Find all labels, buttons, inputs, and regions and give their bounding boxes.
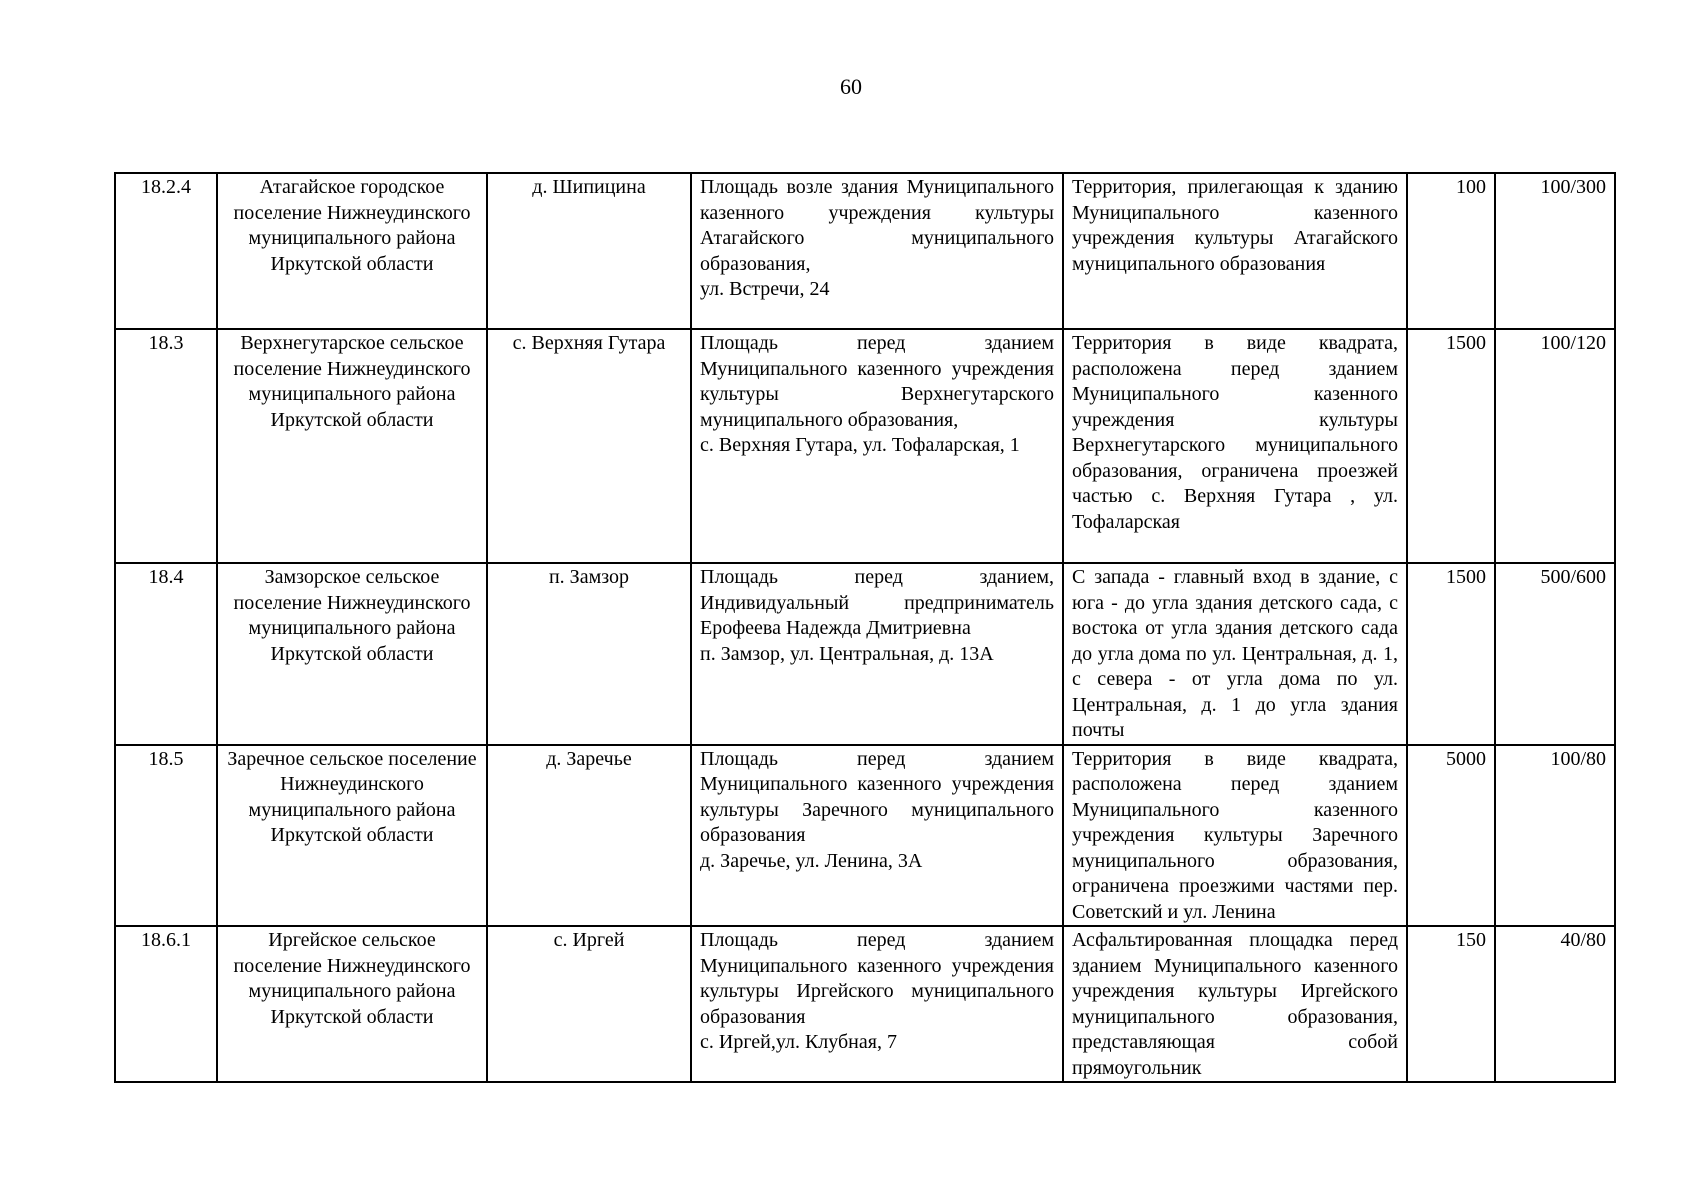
capacity-value: 40/80 xyxy=(1495,926,1615,1082)
area-value: 100 xyxy=(1407,173,1495,329)
address-cell xyxy=(691,329,1063,563)
settlement-name: Замзорское сельское поселение Нижнеудинского муниципального района Иркутской области xyxy=(217,563,487,745)
address-street: ул. Встречи, 24 xyxy=(700,278,830,300)
table-row xyxy=(115,563,1615,745)
territory-description: Территория в виде квадрата, расположена перед зданием Муниципального казенного учреждения культуры Верхнегутарского муниципального образования, ограничена проезжей частью с. Верхняя Гутара , ул. Тофаларская xyxy=(1063,329,1407,563)
territory-description: Территория в виде квадрата, расположена перед зданием Муниципального казенного учреждения культуры Заречного муниципального образования, ограничена проезжими частями пер. Советский и ул. Ленина xyxy=(1063,745,1407,927)
address-street: п. Замзор, ул. Центральная, д. 13А xyxy=(700,642,994,665)
address-cell xyxy=(691,926,1063,1082)
capacity-value: 100/80 xyxy=(1495,745,1615,927)
territory-description: Асфальтированная площадка перед зданием Муниципального казенного учреждения культуры Иргейского муниципального образования, представляющая собой прямоугольник xyxy=(1063,926,1407,1082)
locations-table xyxy=(114,172,1616,1083)
row-number: 18.2.4 xyxy=(115,173,217,329)
settlement-name: Верхнегутарское сельское поселение Нижнеудинского муниципального района Иркутской области xyxy=(217,329,487,563)
territory-description: С запада - главный вход в здание, с юга - до угла здания детского сада, с востока от угла здания детского сада до угла дома по ул. Центральная, д. 1, с севера - от угла дома по ул. Центральная, д. 1 до угла здания почты xyxy=(1063,563,1407,745)
table-row xyxy=(115,745,1615,927)
settlement-name: Атагайское городское поселение Нижнеудинского муниципального района Иркутской области xyxy=(217,173,487,329)
area-value: 5000 xyxy=(1407,745,1495,927)
locality-name: п. Замзор xyxy=(487,563,691,745)
row-number: 18.3 xyxy=(115,329,217,563)
address-description: Площадь перед зданием Муниципального казенного учреждения культуры Верхнегутарского муниципального образования, xyxy=(700,332,1054,431)
locality-name: с. Иргей xyxy=(487,926,691,1082)
area-value: 1500 xyxy=(1407,329,1495,563)
address-description: Площадь перед зданием, Индивидуальный предприниматель Ерофеева Надежда Дмитриевна xyxy=(700,566,1054,639)
address-street: с. Иргей,ул. Клубная, 7 xyxy=(700,1031,897,1053)
row-number: 18.6.1 xyxy=(115,926,217,1082)
address-description: Площадь перед зданием Муниципального казенного учреждения культуры Иргейского муниципального образования xyxy=(700,929,1054,1028)
address-cell xyxy=(691,173,1063,329)
table-row xyxy=(115,329,1615,563)
address-cell xyxy=(691,745,1063,927)
address-street: д. Заречье, ул. Ленина, 3А xyxy=(700,849,923,872)
locality-name: д. Шипицина xyxy=(487,173,691,329)
address-description: Площадь возле здания Муниципального казенного учреждения культуры Атагайского муниципального образования, xyxy=(700,176,1054,275)
row-number: 18.4 xyxy=(115,563,217,745)
capacity-value: 100/120 xyxy=(1495,329,1615,563)
table-row xyxy=(115,926,1615,1082)
locality-name: д. Заречье xyxy=(487,745,691,927)
address-cell xyxy=(691,563,1063,745)
area-value: 1500 xyxy=(1407,563,1495,745)
capacity-value: 100/300 xyxy=(1495,173,1615,329)
row-number: 18.5 xyxy=(115,745,217,927)
settlement-name: Иргейское сельское поселение Нижнеудинского муниципального района Иркутской области xyxy=(217,926,487,1082)
settlement-name: Заречное сельское поселение Нижнеудинского муниципального района Иркутской области xyxy=(217,745,487,927)
capacity-value: 500/600 xyxy=(1495,563,1615,745)
table-row xyxy=(115,173,1615,329)
address-street: с. Верхняя Гутара, ул. Тофаларская, 1 xyxy=(700,434,1020,456)
address-description: Площадь перед зданием Муниципального казенного учреждения культуры Заречного муниципального образования xyxy=(700,747,1054,846)
page-number: 60 xyxy=(840,74,862,99)
locality-name: с. Верхняя Гутара xyxy=(487,329,691,563)
territory-description: Территория, прилегающая к зданию Муниципального казенного учреждения культуры Атагайского муниципального образования xyxy=(1063,173,1407,329)
area-value: 150 xyxy=(1407,926,1495,1082)
